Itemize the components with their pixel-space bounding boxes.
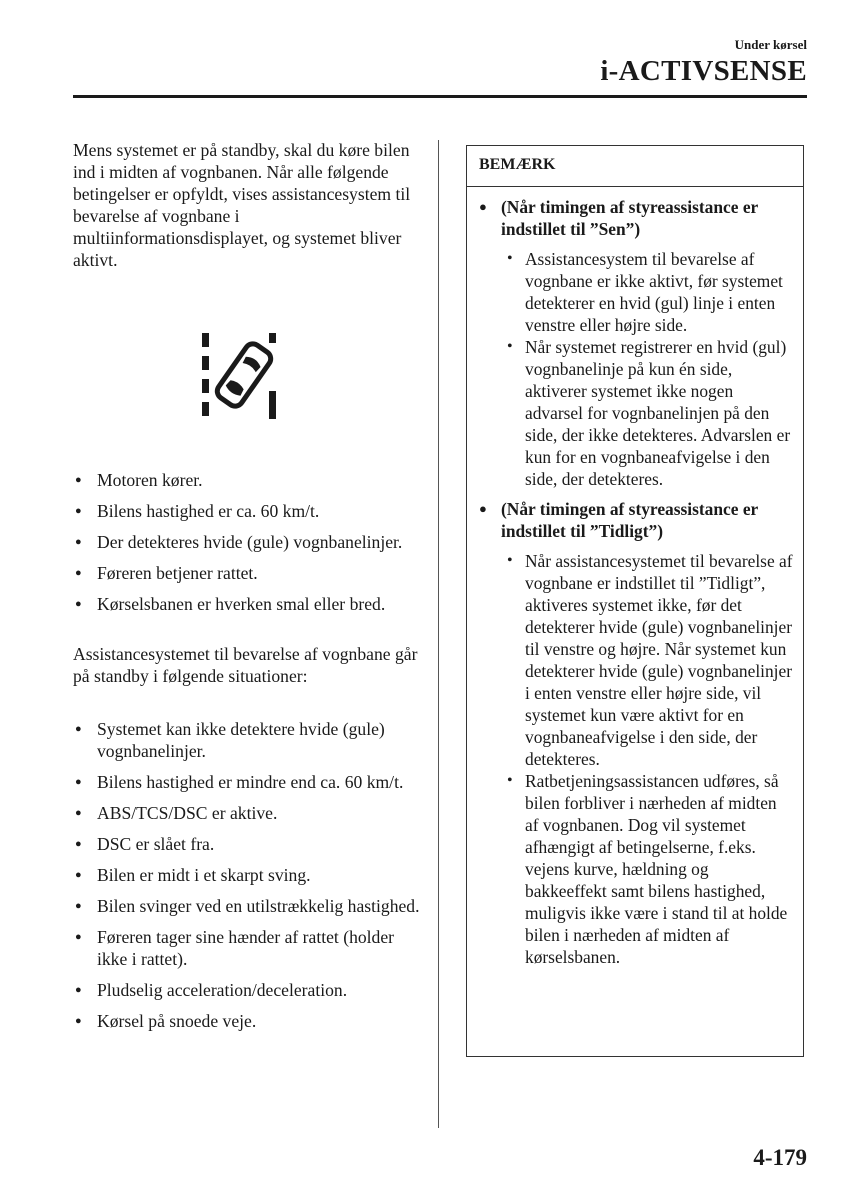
list-item: ● Kørsel på snoede veje. (73, 1010, 423, 1032)
intro-paragraph: Mens systemet er på standby, skal du køre bilen ind i midten af vognbanen. Når alle følgende betingelser er opfyldt, vises assistancesystem til bevarelse af vognbane i multiinformationsdisplayet, og systemet bliver aktivt. (73, 140, 411, 270)
note-section-title: (Når timingen af styreassistance er indstillet til ”Sen”) (501, 197, 758, 239)
lane-keep-assist-car-icon (196, 331, 282, 419)
note-heading: BEMÆRK (467, 146, 803, 187)
list-item: ● Bilens hastighed er ca. 60 km/t. (73, 500, 423, 522)
list-item: ● DSC er slået fra. (73, 833, 423, 855)
page-number: 4-179 (753, 1145, 807, 1170)
list-item: ● Bilen er midt i et skarpt sving. (73, 864, 423, 886)
list-item: ● Motoren kører. (73, 469, 423, 491)
list-item: ● Der detekteres hvide (gule) vognbanelinjer. (73, 531, 423, 553)
activation-conditions-list (73, 469, 423, 624)
list-item: • Når systemet registrerer en hvid (gul) vognbanelinje på kun én side, aktiverer systemet ikke nogen advarsel for vognbanelinjen på den side, der ikke detekteres. Advarslen er kun for en vognbaneafvigelse i den side, der detekteres. (501, 336, 793, 490)
list-item: ● ABS/TCS/DSC er aktive. (73, 802, 423, 824)
standby-paragraph: Assistancesystemet til bevarelse af vognbane går på standby i følgende situationer: (73, 644, 418, 686)
bullet-icon: ● (479, 199, 487, 214)
list-item: ● Systemet kan ikke detektere hvide (gule) vognbanelinjer. (73, 718, 423, 762)
list-item: ● Kørselsbanen er hverken smal eller bred. (73, 593, 423, 615)
standby-situations-list (73, 718, 423, 1041)
note-box (466, 145, 804, 1057)
page-title: i-ACTIVSENSE (600, 55, 807, 87)
header-rule (73, 95, 807, 98)
list-item: • Ratbetjeningsassistancen udføres, så bilen forbliver i nærheden af midten af vognbanen. Dog vil systemet afhængigt af betingelserne, f.eks. vejens kurve, hældning og bakkeeffekt samt bilens hastighed, muligvis ikke være i stand til at holde bilen i nærheden af midten af kørselsbanen. (501, 770, 793, 968)
list-item: ● Bilens hastighed er mindre end ca. 60 km/t. (73, 771, 423, 793)
note-sub-list (501, 248, 793, 490)
list-item: • Når assistancesystemet til bevarelse af vognbane er indstillet til ”Tidligt”, aktiveres systemet ikke, før det detekterer hvide (gule) vognbanelinjer til venstre og højre. Når systemet kun detekterer hvide (gule) vognbanelinjer i enten venstre eller højre side, vil systemet kun være aktivt for en vognbaneafvigelse i den side, der detekteres. (501, 550, 793, 770)
list-item: ● Bilen svinger ved en utilstrækkelig hastighed. (73, 895, 423, 917)
note-section (479, 498, 793, 968)
note-body (467, 187, 803, 968)
list-item: ● Pludselig acceleration/deceleration. (73, 979, 423, 1001)
note-sub-list (501, 550, 793, 968)
left-column (73, 139, 423, 1031)
note-section-title: (Når timingen af styreassistance er indstillet til ”Tidligt”) (501, 499, 758, 541)
bullet-icon: ● (479, 501, 487, 516)
list-item: ● Føreren tager sine hænder af rattet (holder ikke i rattet). (73, 926, 423, 970)
column-divider (438, 140, 439, 1128)
section-label: Under kørsel (734, 37, 807, 52)
list-item: • Assistancesystem til bevarelse af vognbane er ikke aktivt, før systemet detekterer en hvid (gul) linje i enten venstre eller højre side. (501, 248, 793, 336)
note-section (479, 196, 793, 490)
list-item: ● Føreren betjener rattet. (73, 562, 423, 584)
